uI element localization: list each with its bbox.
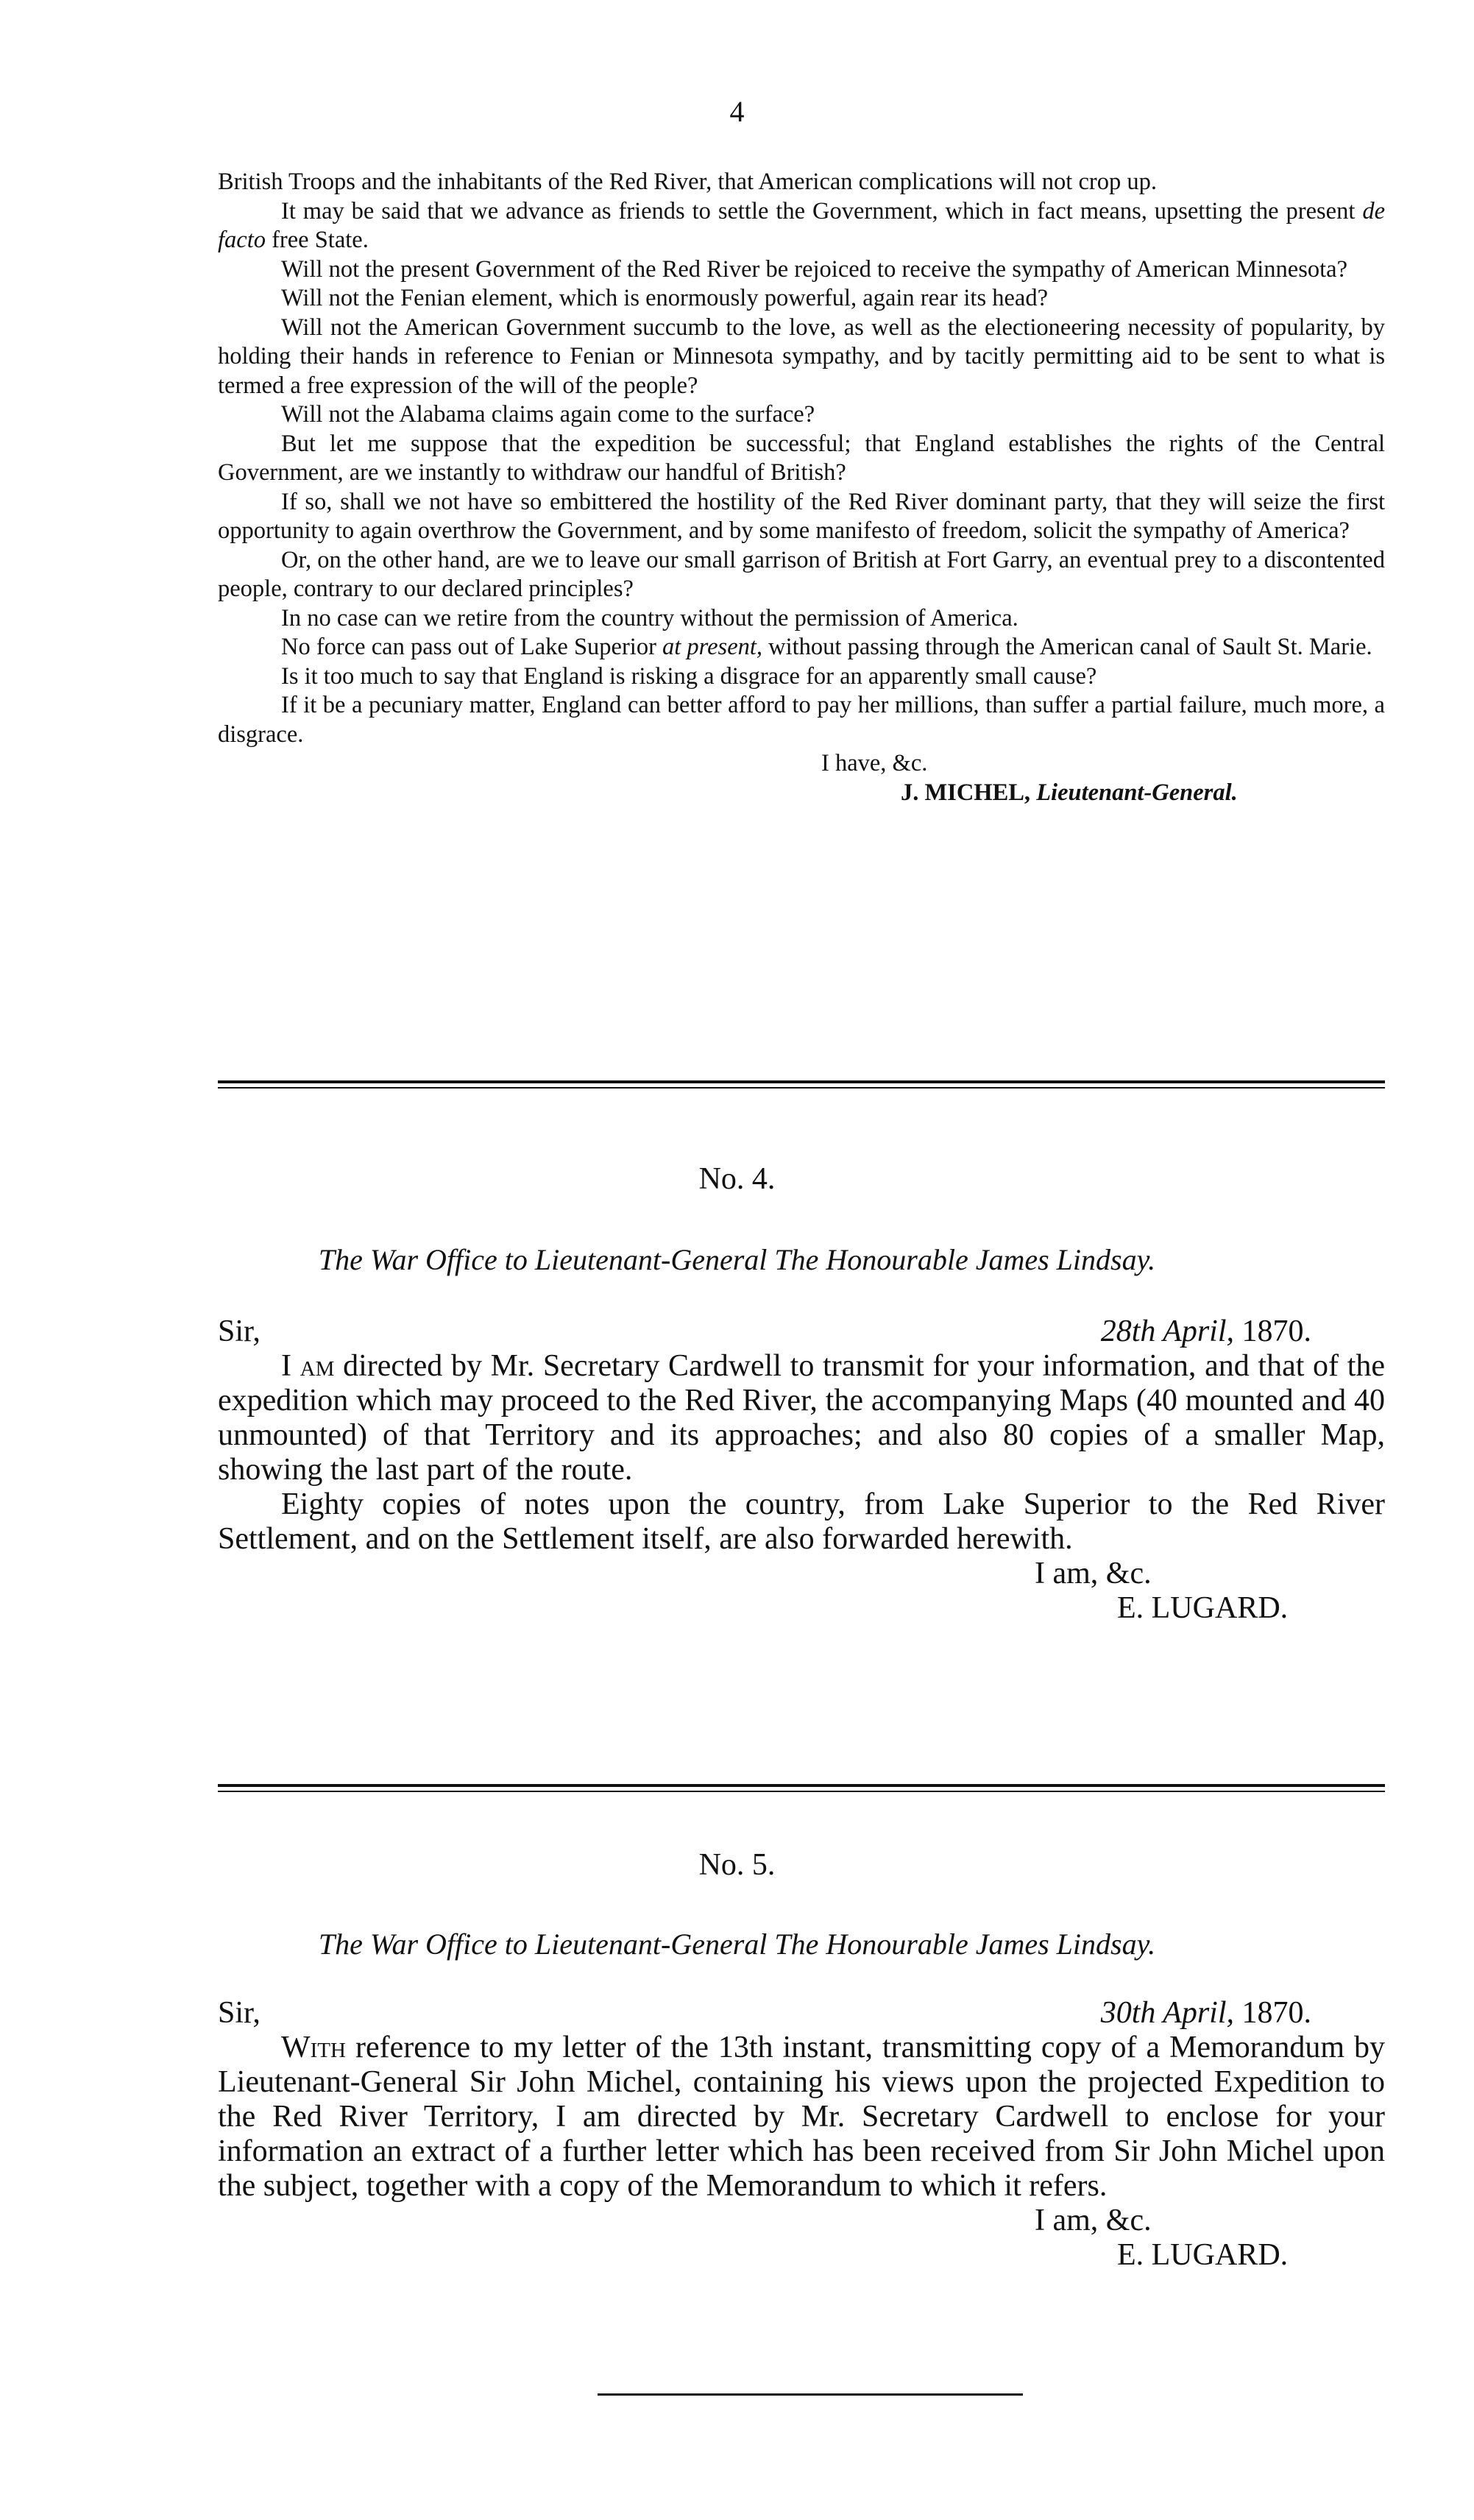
paragraph: Will not the Fenian element, which is enormously powerful, again rear its head? xyxy=(281,285,1048,311)
paragraph: Will not the present Government of the Red River be rejoiced to receive the sympathy of American Minnesota? xyxy=(281,255,1347,283)
paragraph: Will not the Alabama claims again come to the surface? xyxy=(281,401,815,428)
letter-number: No. 4. xyxy=(698,1162,776,1196)
italic-phrase: at present, xyxy=(662,634,763,660)
paragraph: I am directed by Mr. Secretary Cardwell to transmit for your information, and that of the expedition which may proceed to the Red River, the accompanying Maps (40 mounted and 40 unmounted) of that Territory and its approaches; and also 80 copies of a smaller Map, showing the last part of the route. xyxy=(218,1349,1386,1487)
signature: E. LUGARD. xyxy=(1117,2238,1289,2272)
paragraph: With reference to my letter of the 13th instant, transmitting copy of a Memorandum by Lieutenant-General Sir John Michel, containing his views upon the projected Expedition to the Red River Territory, I am directed by Mr. Secretary Cardwell to enclose for your information an extract of a further letter which has been received from Sir John Michel upon the subject, together with a copy of the Memorandum to which it refers. xyxy=(218,2031,1386,2203)
closing: I have, &c. xyxy=(821,750,928,776)
paragraph: Eighty copies of notes upon the country, from Lake Superior to the Red River Settlement, and on the Settlement itself, are also forwarded herewith. xyxy=(218,1487,1385,1556)
letter-body xyxy=(218,1314,1385,1626)
opening-word: With xyxy=(281,2031,346,2064)
signature: E. LUGARD. xyxy=(1117,1591,1289,1625)
paragraph: British Troops and the inhabitants of the Red River, that American complications will not crop up. xyxy=(218,169,1157,195)
italic-phrase: de facto xyxy=(218,197,1385,253)
salutation-date-line xyxy=(218,1996,1385,2031)
paragraph: If it be a pecuniary matter, England can better afford to pay her millions, than suffer a partial failure, much more, a disgrace. xyxy=(218,692,1385,748)
letter-date: 30th April, 1870. xyxy=(1100,1996,1311,2030)
letter-date: 28th April, 1870. xyxy=(1100,1314,1311,1348)
paragraph: Will not the American Government succumb to the love, as well as the electioneering necessity of popularity, by holding their hands in reference to Fenian or Minnesota sympathy, and by tacitly permitting aid to be sent to what is termed a free expression of the will of the people? xyxy=(218,314,1385,399)
paragraph: If so, shall we not have so embittered the hostility of the Red River dominant party, that they will seize the first opportunity to again overthrow the Government, and by some manifesto of freedom, solicit the sympathy of America? xyxy=(218,488,1385,544)
paragraph: In no case can we retire from the country without the permission of America. xyxy=(281,604,1018,631)
letter-body xyxy=(218,1996,1385,2273)
michel-letter-continuation xyxy=(218,168,1385,807)
letter-heading: The War Office to Lieutenant-General The Honourable James Lindsay. xyxy=(318,1243,1156,1276)
paragraph: No force can pass out of Lake Superior at present, without passing through the American canal of Sault St. Marie. xyxy=(281,634,1372,660)
closing: I am, &c. xyxy=(1035,2204,1152,2237)
salutation-date-line xyxy=(218,1314,1385,1349)
signature: J. MICHEL, Lieutenant-General. xyxy=(901,779,1238,806)
paragraph: But let me suppose that the expedition be successful; that England establishes the rights of the Central Government, are we instantly to withdraw our handful of British? xyxy=(218,430,1385,486)
end-rule xyxy=(598,2393,1023,2396)
page-number: 4 xyxy=(729,95,745,128)
divider-rule xyxy=(218,1080,1385,1083)
opening-word: I am xyxy=(281,1349,335,1383)
closing: I am, &c. xyxy=(1035,1557,1152,1590)
salutation: Sir, xyxy=(218,1996,261,2030)
letter-heading: The War Office to Lieutenant-General The Honourable James Lindsay. xyxy=(318,1928,1156,1961)
paragraph: It may be said that we advance as friends to settle the Government, which in fact means, upsetting the present de facto free State. xyxy=(218,197,1385,253)
salutation: Sir, xyxy=(218,1314,261,1348)
letter-number: No. 5. xyxy=(698,1848,776,1882)
divider-rule xyxy=(218,1791,1385,1792)
paragraph: Or, on the other hand, are we to leave our small garrison of British at Fort Garry, an eventual prey to a discontented people, contrary to our declared principles? xyxy=(218,546,1385,602)
divider-rule xyxy=(218,1087,1385,1089)
divider-rule xyxy=(218,1784,1385,1787)
paragraph: Is it too much to say that England is risking a disgrace for an apparently small cause? xyxy=(281,662,1097,690)
